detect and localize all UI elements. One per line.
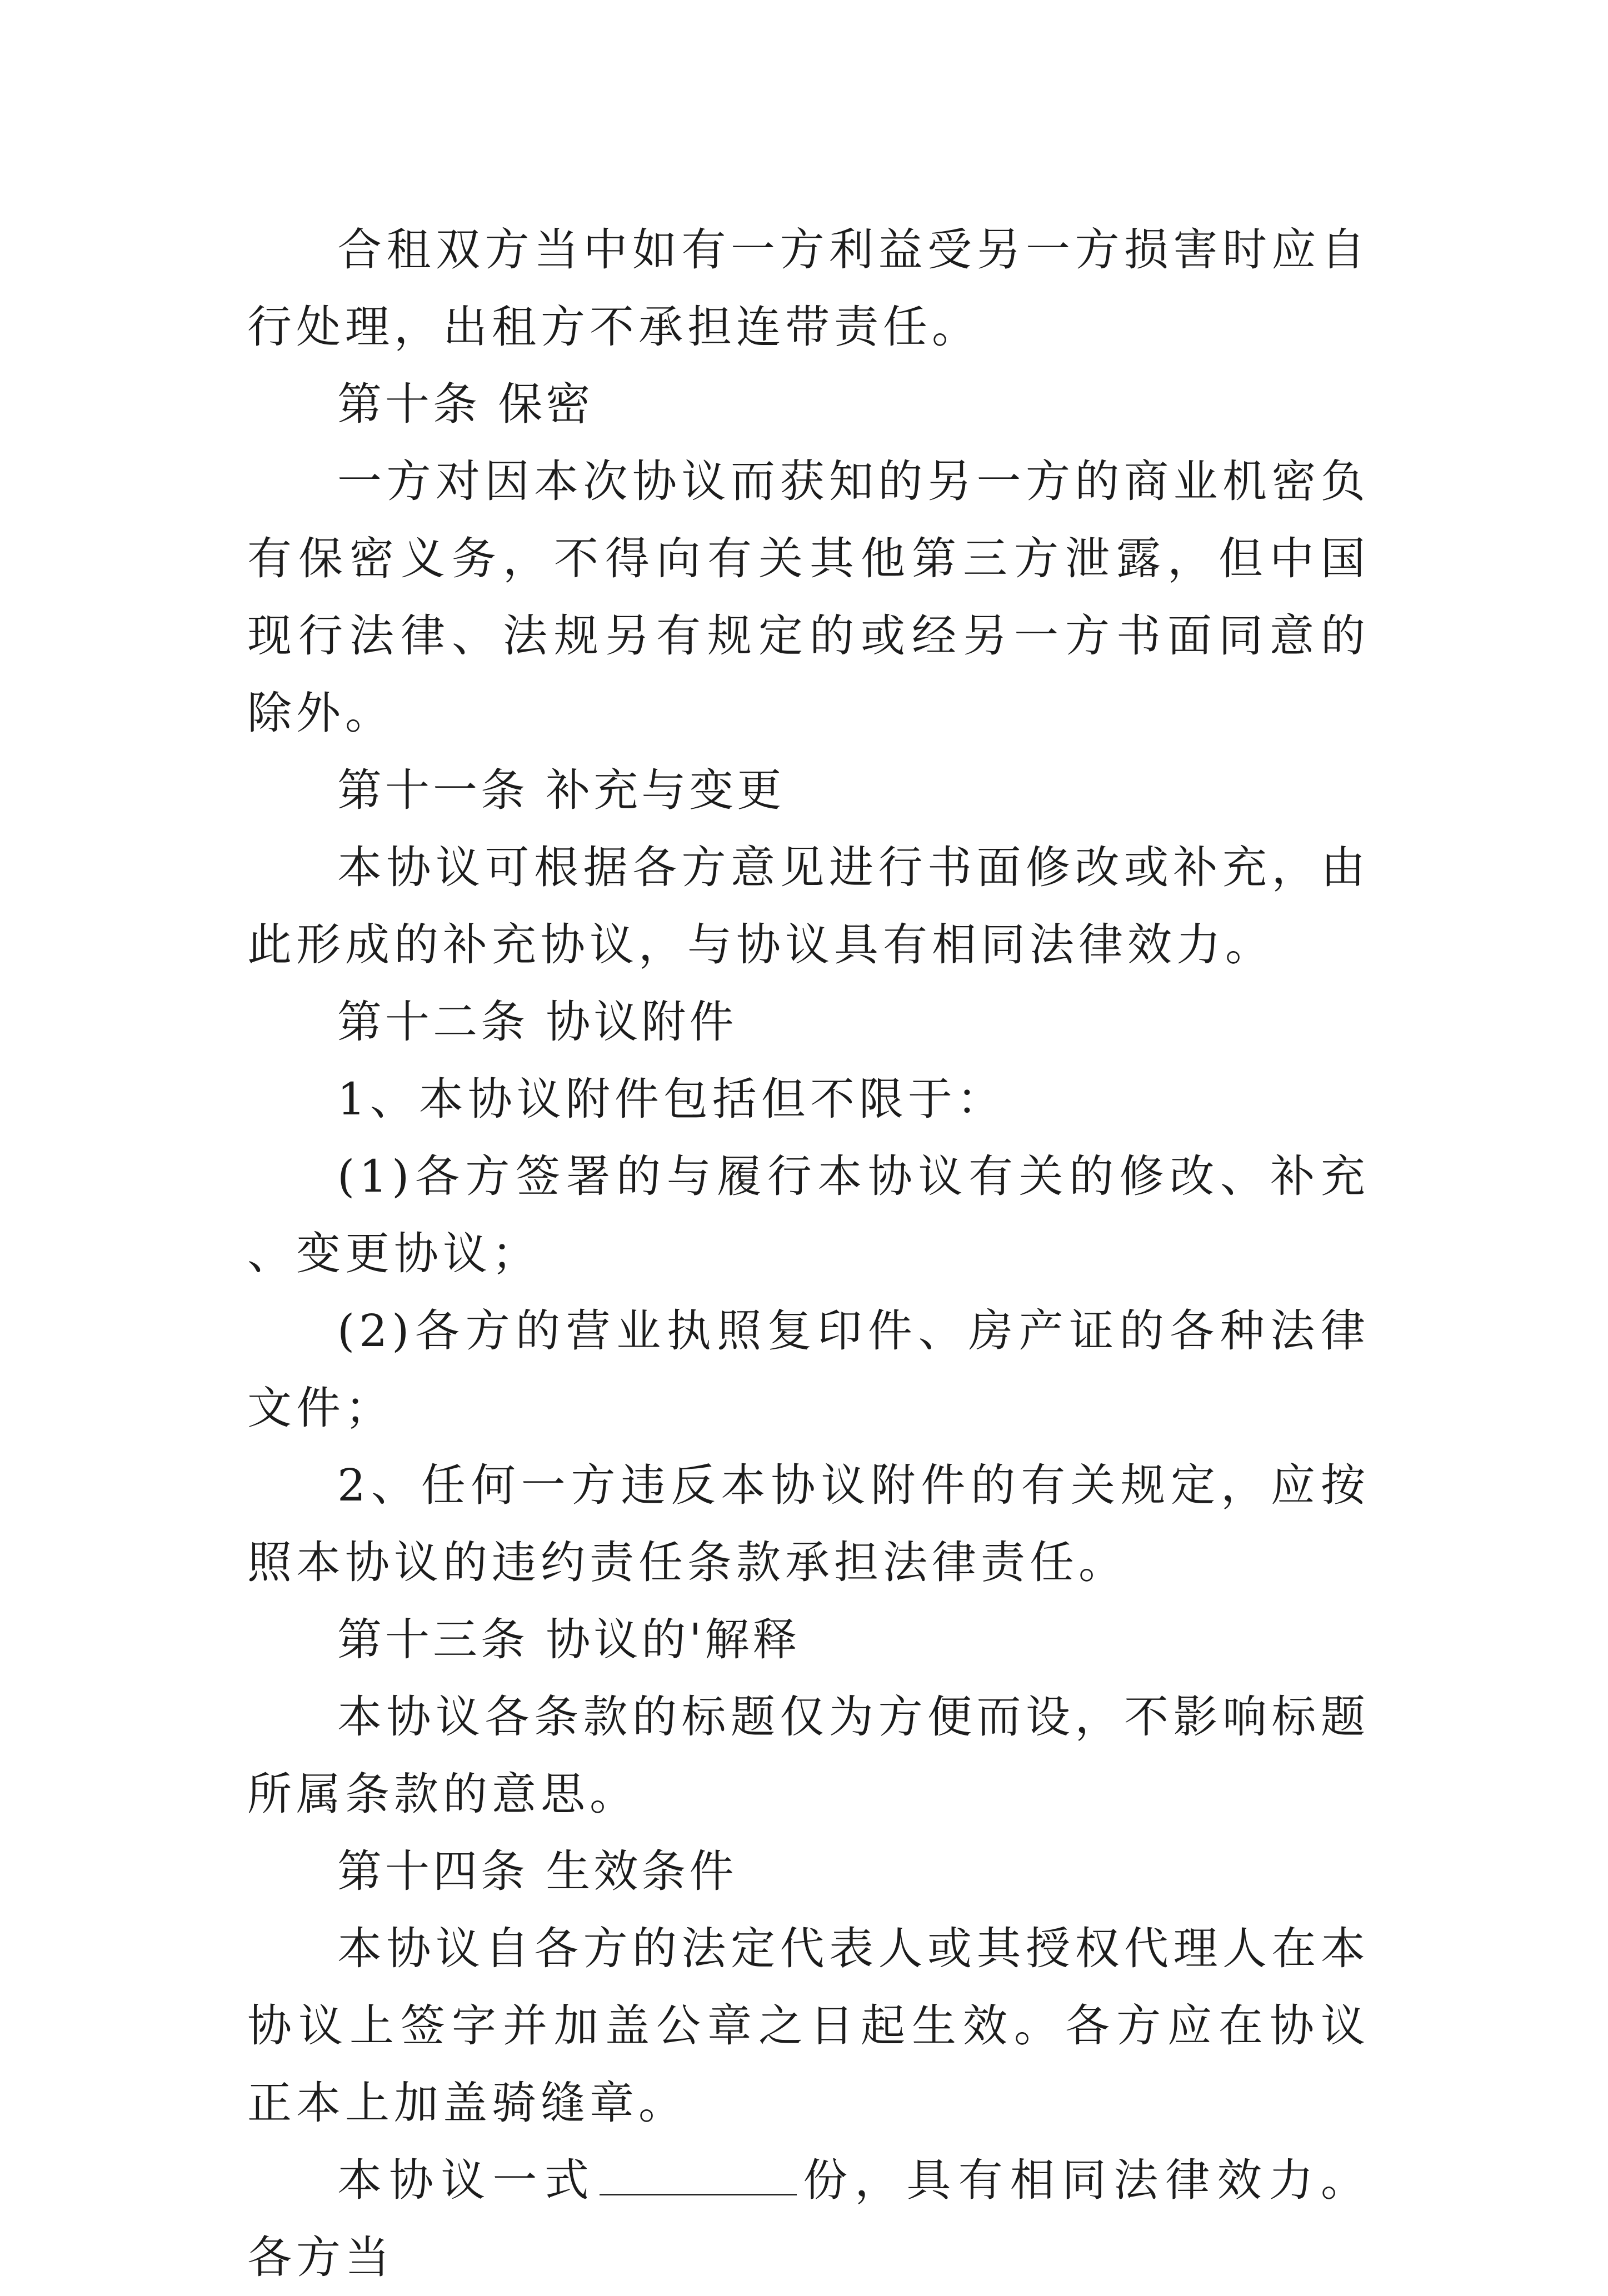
- heading-article-13: 第十三条 协议的'解释: [337, 1614, 801, 1665]
- heading-article-14: 第十四条 生效条件: [337, 1845, 737, 1897]
- heading-article-11: 第十一条 补充与变更: [337, 764, 785, 816]
- document-body: [247, 211, 1370, 2296]
- copies-text-after: 份，具有相同法律效力。各方当: [247, 2154, 1370, 2283]
- paragraph-interpretation: 本协议各条款的标题仅为方便而设，不影响标题所属条款的意思。: [247, 1691, 1370, 1820]
- paragraph-copies: [247, 2142, 1370, 2296]
- copies-text-before: 本协议一式: [337, 2154, 596, 2206]
- paragraph-amendment: 本协议可根据各方意见进行书面修改或补充，由此形成的补充协议，与协议具有相同法律效力。: [247, 842, 1370, 971]
- paragraph-confidentiality: 一方对因本次协议而获知的另一方的商业机密负有保密义务，不得向有关其他第三方泄露，但中国现行法律、法规另有规定的或经另一方书面同意的除外。: [247, 456, 1370, 739]
- paragraph-attachment-item-2: (2)各方的营业执照复印件、房产证的各种法律文件；: [247, 1305, 1370, 1434]
- heading-article-10: 第十条 保密: [337, 378, 594, 430]
- paragraph-attachments-breach: 2、任何一方违反本协议附件的有关规定，应按照本协议的违约责任条款承担法律责任。: [247, 1459, 1370, 1588]
- paragraph-attachments-intro: 1、本协议附件包括但不限于：: [337, 1073, 1006, 1125]
- paragraph-attachment-item-1: (1)各方签署的与履行本协议有关的修改、补充、变更协议；: [247, 1150, 1370, 1279]
- paragraph-liability: 合租双方当中如有一方利益受另一方损害时应自行处理，出租方不承担连带责任。: [247, 224, 1370, 353]
- heading-article-12: 第十二条 协议附件: [337, 996, 737, 1048]
- copies-count-blank: [600, 2159, 797, 2195]
- paragraph-effectiveness: 本协议自各方的法定代表人或其授权代理人在本协议上签字并加盖公章之日起生效。各方应在协议正本上加盖骑缝章。: [247, 1923, 1370, 2129]
